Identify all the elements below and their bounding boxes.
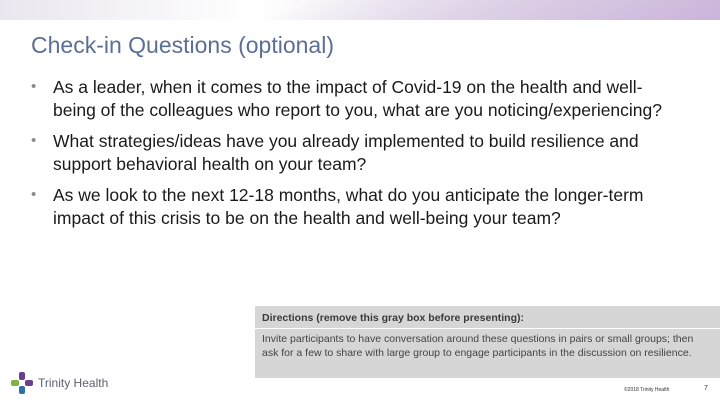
bullet-text: What strategies/ideas have you already implemented to build resilience and support behavioral health on your team? [53, 131, 639, 174]
copyright-note: ©2018 Trinity Health [624, 387, 670, 393]
trinity-health-logo [9, 370, 108, 396]
header-decoration [0, 0, 720, 20]
page-number: 7 [704, 385, 708, 392]
bullet-item [30, 184, 670, 229]
bullet-marker: • [31, 78, 37, 95]
directions-heading: Directions (remove this gray box before presenting): [262, 312, 524, 324]
logo-text: Trinity Health [38, 376, 109, 390]
trinity-cross-icon [9, 370, 35, 396]
bullet-item [30, 76, 670, 121]
bullet-marker: • [31, 132, 37, 149]
directions-box [255, 306, 720, 378]
bullet-item [30, 130, 670, 175]
bullet-text: As we look to the next 12-18 months, what do you anticipate the longer-term impact of this crisis to be on the health and well-being your team? [53, 185, 644, 228]
divider [255, 328, 720, 329]
bullet-text: As a leader, when it comes to the impact of Covid-19 on the health and well-being of the colleagues who report to you, what are you noticing/experiencing? [53, 77, 663, 120]
bullet-marker: • [31, 186, 37, 203]
slide-title: Check-in Questions (optional) [31, 32, 334, 58]
directions-body: Invite participants to have conversation around these questions in pairs or small groups; then ask for a few to share with large group to engage participants in the discussion on resilience. [262, 333, 694, 359]
bullet-list [30, 76, 670, 238]
